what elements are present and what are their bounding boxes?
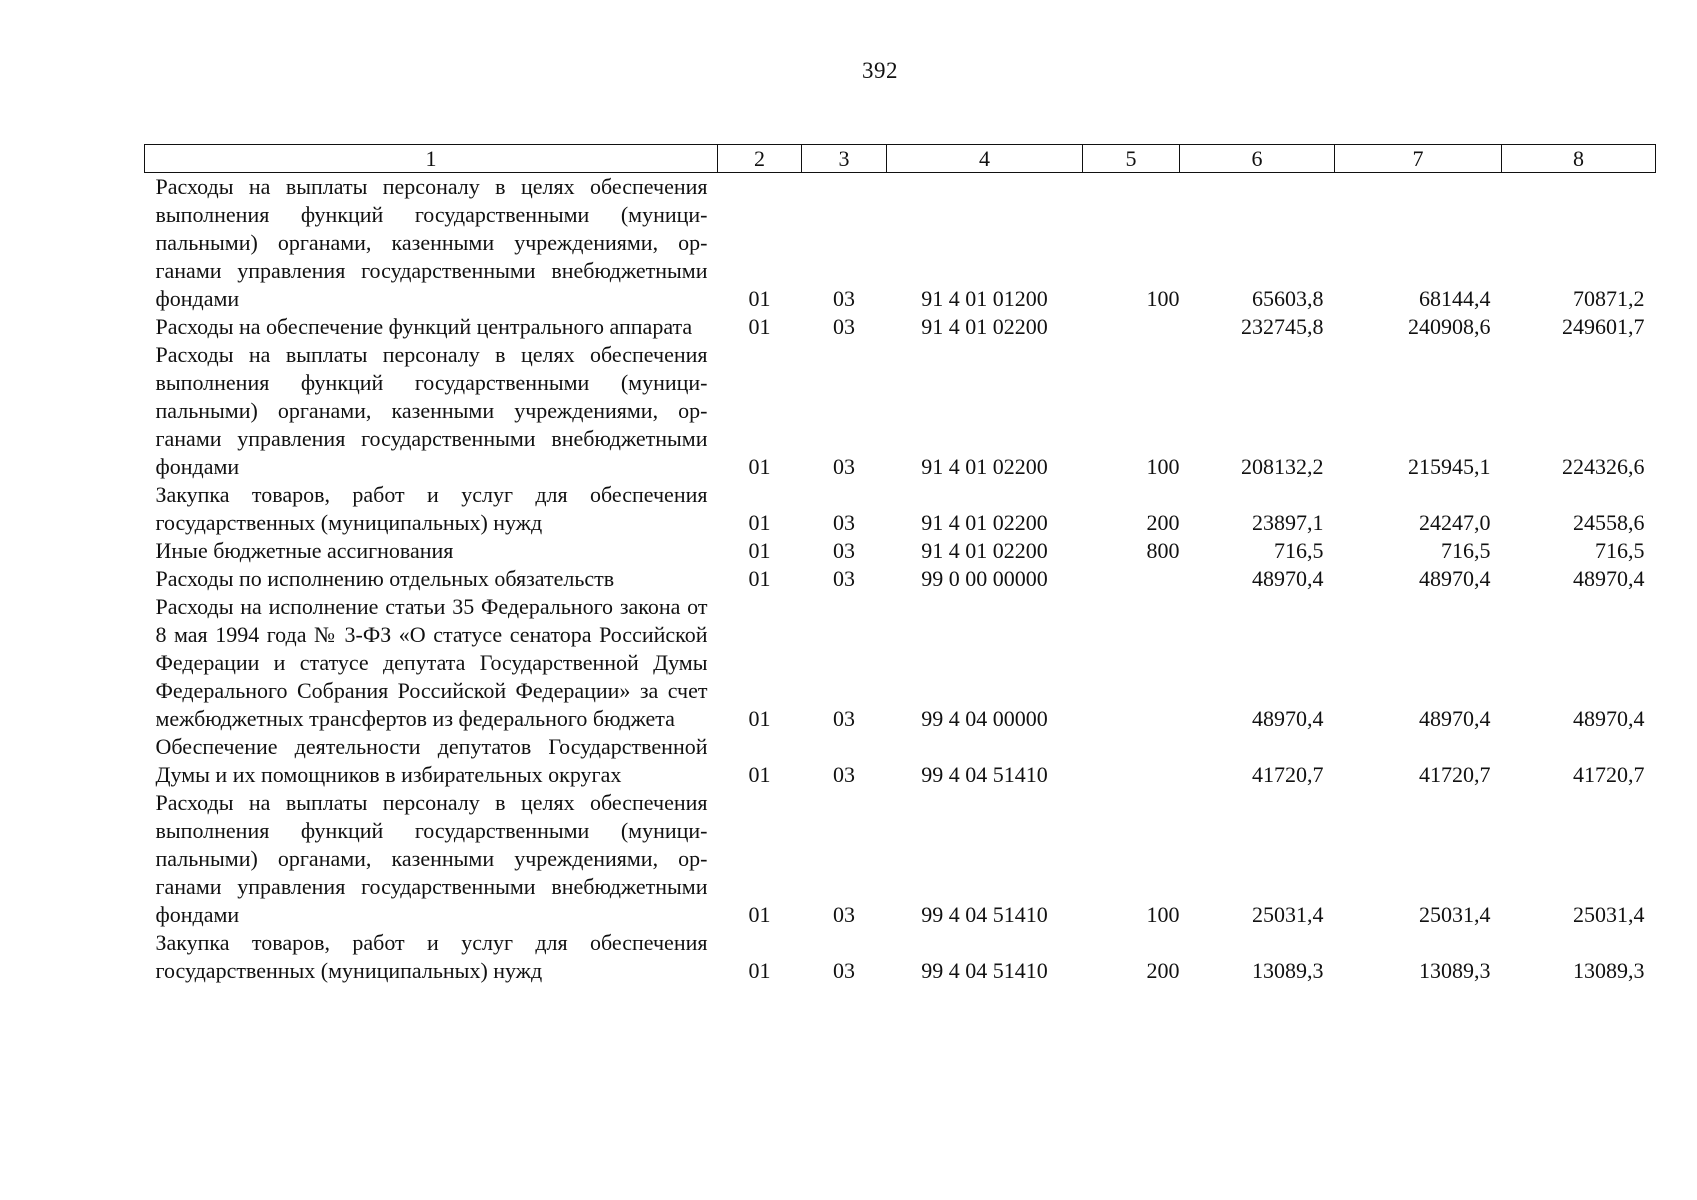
expense-description: Закупка товаров, работ и услуг для обеспечения государственных (муниципальных) нужд: [155, 930, 708, 983]
table-row: [145, 593, 1656, 733]
section-code: 01: [748, 538, 771, 563]
column-header: 1: [145, 145, 718, 173]
amount-col8: 249601,7: [1562, 314, 1645, 339]
expense-description: Расходы на обеспечение функций центрального аппарата: [155, 314, 693, 339]
amount-col7: 240908,6: [1408, 314, 1491, 339]
budget-table: [144, 144, 1656, 985]
column-header: 7: [1335, 145, 1502, 173]
subsection-code: 03: [833, 286, 855, 311]
section-code: 01: [748, 566, 771, 591]
amount-col7: 48970,4: [1419, 706, 1491, 731]
column-header: 6: [1180, 145, 1335, 173]
expense-type-code: 200: [1146, 510, 1180, 535]
amount-col6: 25031,4: [1252, 902, 1324, 927]
target-article-code: 91 4 01 02200: [921, 538, 1048, 563]
expense-description: Расходы на выплаты персоналу в целях обеспечения выполнения функций государственными (муниципальными) органами, казенными учреждениями, органами управления государственными внебюджетными фондами: [155, 174, 708, 311]
table-row: [145, 537, 1656, 565]
section-code: 01: [748, 510, 771, 535]
column-header: 8: [1502, 145, 1656, 173]
column-header: 2: [718, 145, 802, 173]
target-article-code: 99 4 04 00000: [921, 706, 1048, 731]
expense-description: Расходы по исполнению отдельных обязательств: [155, 566, 615, 591]
column-header: 4: [887, 145, 1083, 173]
target-article-code: 91 4 01 02200: [921, 314, 1048, 339]
expense-description: Иные бюджетные ассигнования: [155, 538, 454, 563]
section-code: 01: [748, 314, 771, 339]
amount-col8: 25031,4: [1573, 902, 1645, 927]
expense-description: Расходы на выплаты персоналу в целях обеспечения выполнения функций государственными (муниципальными) органами, казенными учреждениями, органами управления государственными внебюджетными фондами: [155, 790, 708, 927]
target-article-code: 99 0 00 00000: [921, 566, 1048, 591]
amount-col8: 48970,4: [1573, 566, 1645, 591]
subsection-code: 03: [833, 538, 855, 563]
amount-col6: 208132,2: [1241, 454, 1324, 479]
expense-type-code: [1083, 733, 1180, 789]
amount-col6: 65603,8: [1252, 286, 1324, 311]
amount-col6: 48970,4: [1252, 706, 1324, 731]
table-row: [145, 313, 1656, 341]
table-row: [145, 173, 1656, 314]
expense-description: Закупка товаров, работ и услуг для обеспечения государственных (муниципальных) нужд: [155, 482, 708, 535]
subsection-code: 03: [833, 958, 855, 983]
table-row: [145, 565, 1656, 593]
amount-col7: 48970,4: [1419, 566, 1491, 591]
subsection-code: 03: [833, 902, 855, 927]
section-code: 01: [748, 706, 771, 731]
column-header: 5: [1083, 145, 1180, 173]
table-row: [145, 733, 1656, 789]
expense-type-code: [1083, 593, 1180, 733]
subsection-code: 03: [833, 454, 855, 479]
subsection-code: 03: [833, 566, 855, 591]
amount-col7: 25031,4: [1419, 902, 1491, 927]
table-row: [145, 341, 1656, 481]
expense-description: Обеспечение деятельности депутатов Государственной Думы и их помощников в избирательных округах: [155, 734, 708, 787]
target-article-code: 99 4 04 51410: [921, 902, 1048, 927]
subsection-code: 03: [833, 510, 855, 535]
expense-type-code: 200: [1146, 958, 1180, 983]
expense-description: Расходы на выплаты персоналу в целях обеспечения выполнения функций государственными (муниципальными) органами, казенными учреждениями, органами управления государственными внебюджетными фондами: [155, 342, 708, 479]
amount-col6: 23897,1: [1252, 510, 1324, 535]
expense-type-code: 100: [1146, 454, 1180, 479]
amount-col8: 224326,6: [1562, 454, 1645, 479]
amount-col7: 215945,1: [1408, 454, 1491, 479]
table-row: [145, 789, 1656, 929]
amount-col6: 13089,3: [1252, 958, 1324, 983]
amount-col8: 13089,3: [1573, 958, 1645, 983]
amount-col7: 68144,4: [1419, 286, 1491, 311]
amount-col6: 41720,7: [1252, 762, 1324, 787]
expense-type-code: [1083, 313, 1180, 341]
target-article-code: 91 4 01 02200: [921, 454, 1048, 479]
amount-col8: 70871,2: [1573, 286, 1645, 311]
amount-col7: 716,5: [1441, 538, 1491, 563]
amount-col7: 13089,3: [1419, 958, 1491, 983]
section-code: 01: [748, 454, 771, 479]
expense-type-code: 800: [1146, 538, 1180, 563]
amount-col8: 24558,6: [1573, 510, 1645, 535]
section-code: 01: [748, 286, 771, 311]
target-article-code: 91 4 01 01200: [921, 286, 1048, 311]
target-article-code: 99 4 04 51410: [921, 958, 1048, 983]
amount-col6: 716,5: [1274, 538, 1324, 563]
subsection-code: 03: [833, 314, 855, 339]
amount-col7: 41720,7: [1419, 762, 1491, 787]
target-article-code: 99 4 04 51410: [921, 762, 1048, 787]
amount-col6: 48970,4: [1252, 566, 1324, 591]
expense-type-code: [1083, 565, 1180, 593]
column-number-header-row: [145, 145, 1656, 173]
amount-col8: 48970,4: [1573, 706, 1645, 731]
subsection-code: 03: [833, 762, 855, 787]
section-code: 01: [748, 902, 771, 927]
amount-col7: 24247,0: [1419, 510, 1491, 535]
amount-col6: 232745,8: [1241, 314, 1324, 339]
page-number: 392: [862, 58, 898, 83]
amount-col8: 41720,7: [1573, 762, 1645, 787]
expense-type-code: 100: [1146, 286, 1180, 311]
target-article-code: 91 4 01 02200: [921, 510, 1048, 535]
section-code: 01: [748, 762, 771, 787]
subsection-code: 03: [833, 706, 855, 731]
column-header: 3: [802, 145, 887, 173]
expense-type-code: 100: [1146, 902, 1180, 927]
amount-col8: 716,5: [1595, 538, 1645, 563]
table-row: [145, 481, 1656, 537]
table-row: [145, 929, 1656, 985]
expense-description: Расходы на исполнение статьи 35 Федерального закона от 8 мая 1994 года № 3-ФЗ «О статусе сенатора Российской Федерации и статусе депутата Государственной Думы Федерального Собрания Российской Федерации» за счет межбюджетных трансфертов из федерального бюджета: [155, 594, 708, 731]
section-code: 01: [748, 958, 771, 983]
